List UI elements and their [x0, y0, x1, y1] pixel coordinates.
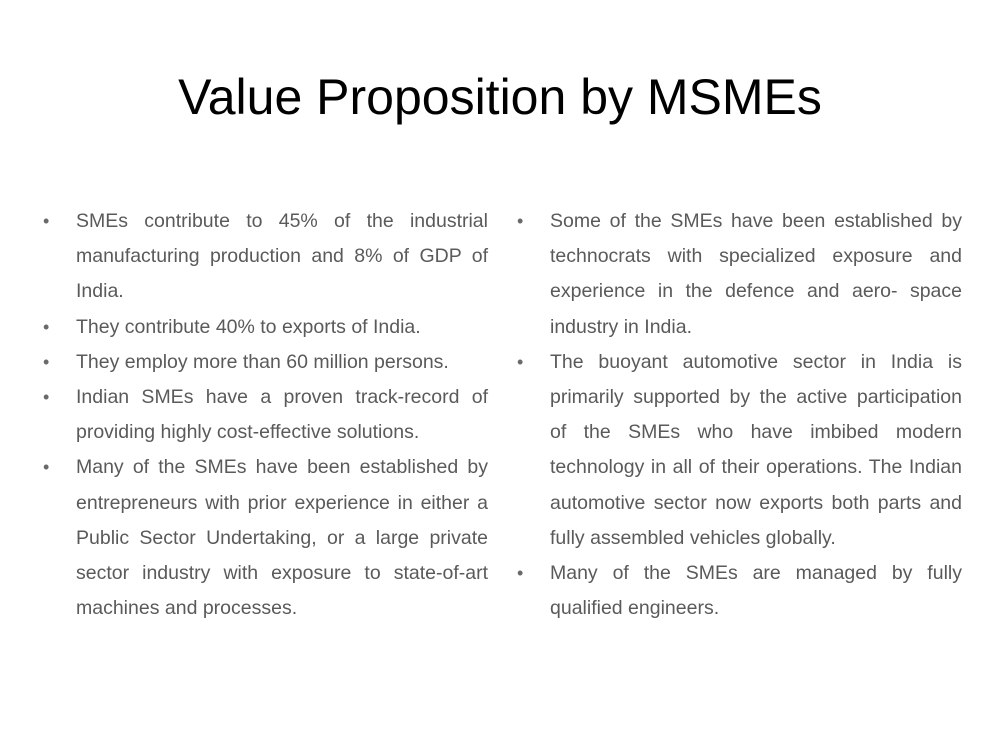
left-bullet-item [43, 204, 488, 310]
left-bullet-item [43, 310, 488, 345]
left-bullet-list [43, 204, 488, 626]
right-bullet-list [517, 204, 962, 626]
bullet-text: They employ more than 60 million persons. [76, 350, 449, 373]
slide-title: Value Proposition by MSMEs [178, 69, 822, 125]
bullet-text: Many of the SMEs are managed by fully qualified engineers. [550, 562, 962, 620]
bullet-text: SMEs contribute to 45% of the industrial manufacturing production and 8% of GDP of India. [76, 210, 488, 303]
bullet-icon: • [517, 563, 524, 584]
bullet-text: Indian SMEs have a proven track-record of providing highly cost-effective solutions. [76, 386, 488, 444]
bullet-text: Some of the SMEs have been established by technocrats with specialized exposure and experience in the defence and aero- space industry in India. [550, 210, 962, 338]
right-bullet-item [517, 204, 962, 345]
bullet-icon: • [43, 351, 50, 372]
bullet-text: Many of the SMEs have been established by entrepreneurs with prior experience in either a Public Sector Undertaking, or a large private sector industry with exposure to state-of-art machines and processes. [76, 456, 488, 620]
bullet-icon: • [43, 387, 50, 408]
right-bullet-item [517, 556, 962, 626]
bullet-icon: • [43, 316, 50, 337]
right-bullet-item [517, 345, 962, 556]
bullet-icon: • [43, 457, 50, 478]
left-bullet-item [43, 450, 488, 626]
left-bullet-item [43, 380, 488, 450]
bullet-icon: • [43, 211, 50, 231]
bullet-icon: • [517, 351, 524, 372]
bullet-text: They contribute 40% to exports of India. [76, 315, 421, 338]
bullet-icon: • [517, 211, 524, 231]
bullet-text: The buoyant automotive sector in India is primarily supported by the active participation of the SMEs who have imbibed modern technology in all of their operations. The Indian automotive sector now exports both parts and fully assembled vehicles globally. [550, 350, 962, 549]
left-bullet-item [43, 345, 488, 380]
